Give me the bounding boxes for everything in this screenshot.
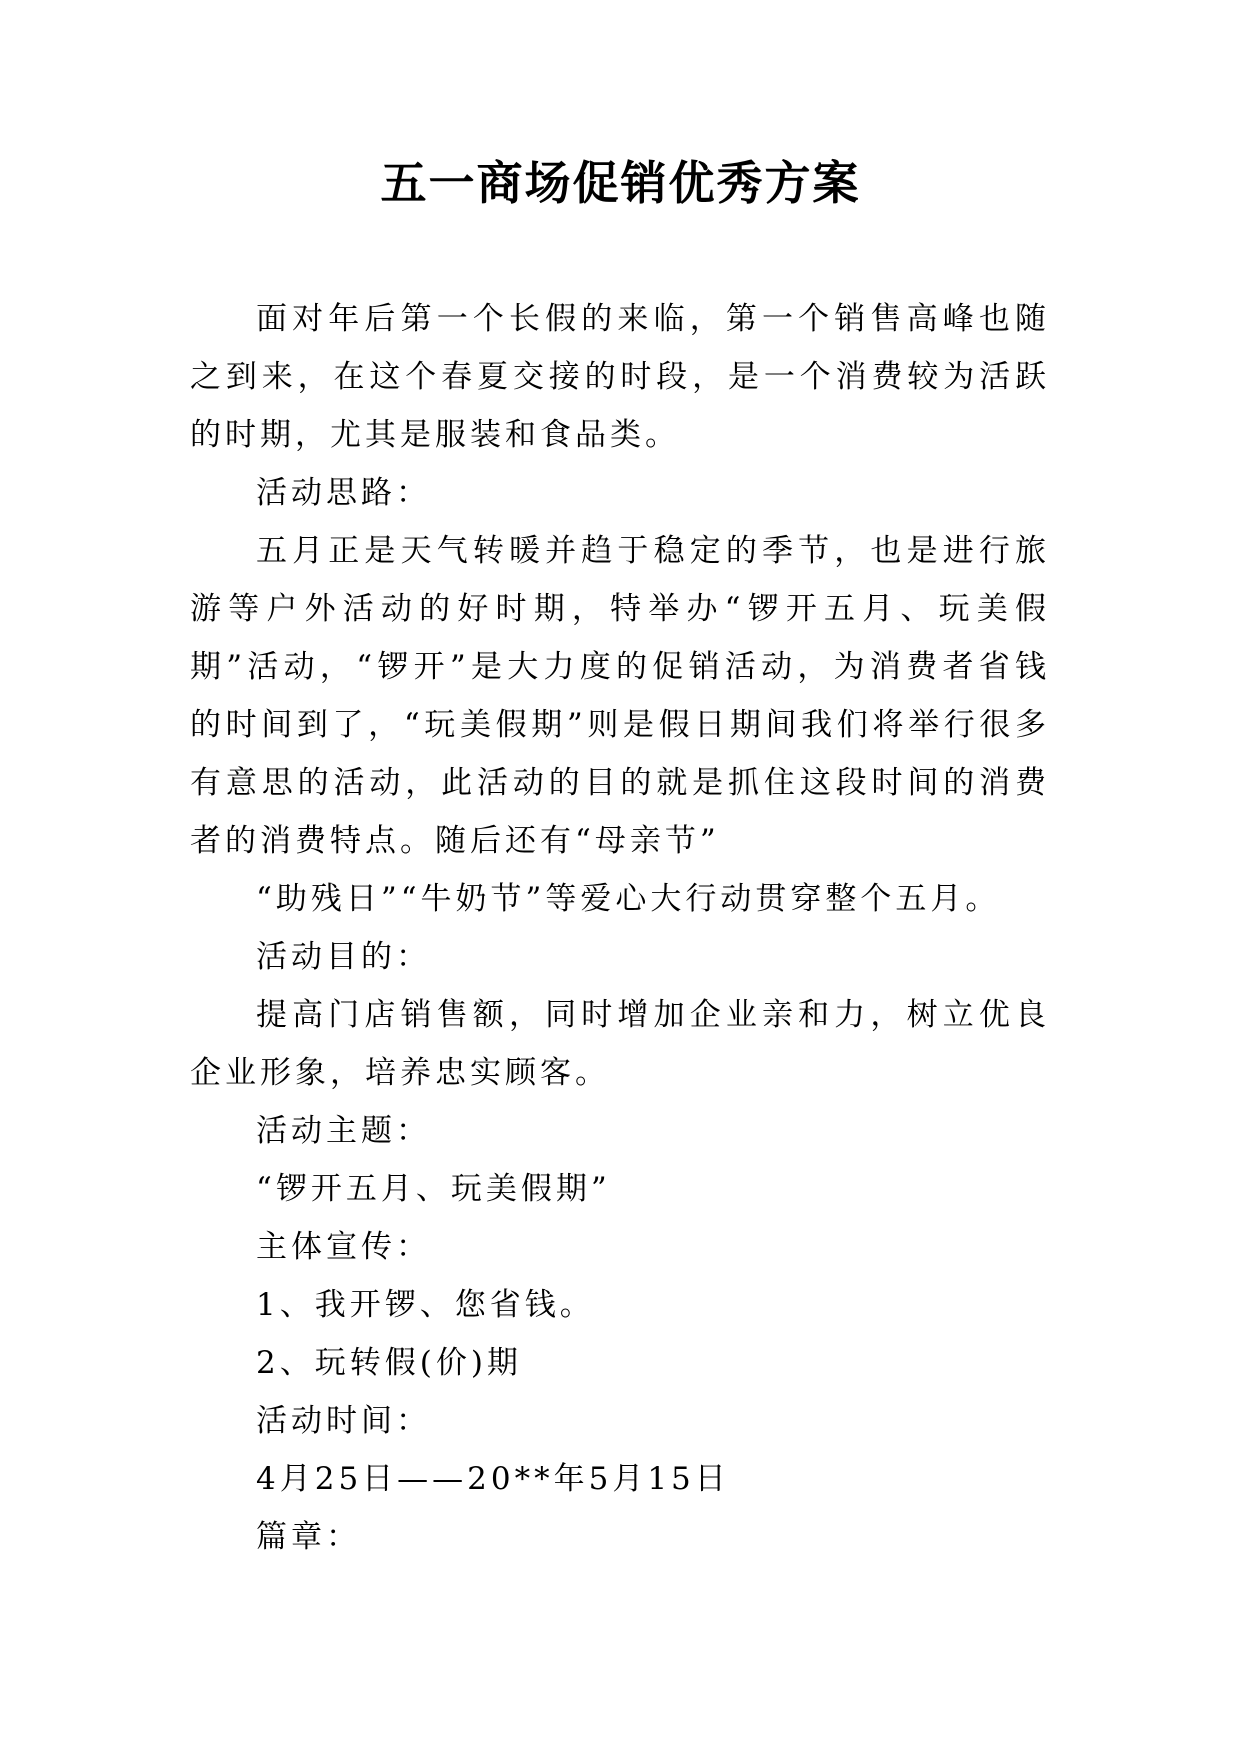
document-title: 五一商场促销优秀方案 [380,156,861,210]
heading-activity-theme: 活动主题： [256,1113,431,1149]
list-item-promotion-1: 1、我开锣、您省钱。 [256,1287,595,1323]
heading-chapter: 篇章： [256,1519,361,1555]
heading-main-promotion: 主体宣传： [256,1229,431,1265]
heading-activity-time: 活动时间： [256,1403,431,1439]
paragraph-activity-purpose: 提高门店销售额，同时增加企业亲和力，树立优良企业形象，培养忠实顾客。 [190,997,1050,1091]
heading-activity-idea: 活动思路： [256,475,431,511]
paragraph-activity-time: 4月25日——20**年5月15日 [256,1461,730,1497]
paragraph-intro: 面对年后第一个长假的来临，第一个销售高峰也随之到来，在这个春夏交接的时段，是一个消费较为活跃的时期，尤其是服装和食品类。 [190,301,1050,453]
document-body [190,290,1050,1566]
paragraph-activity-idea: 五月正是天气转暖并趋于稳定的季节，也是进行旅游等户外活动的好时期，特举办“锣开五月、玩美假期”活动，“锣开”是大力度的促销活动，为消费者省钱的时间到了，“玩美假期”则是假日期间我们将举行很多有意思的活动，此活动的目的就是抓住这段时间的消费者的消费特点。随后还有“母亲节” [190,533,1050,859]
paragraph-activity-idea-continued: “助残日”“牛奶节”等爱心大行动贯穿整个五月。 [256,881,1001,917]
paragraph-activity-theme: “锣开五月、玩美假期” [256,1171,611,1207]
heading-activity-purpose: 活动目的： [256,939,431,975]
list-item-promotion-2: 2、玩转假(价)期 [256,1345,522,1381]
